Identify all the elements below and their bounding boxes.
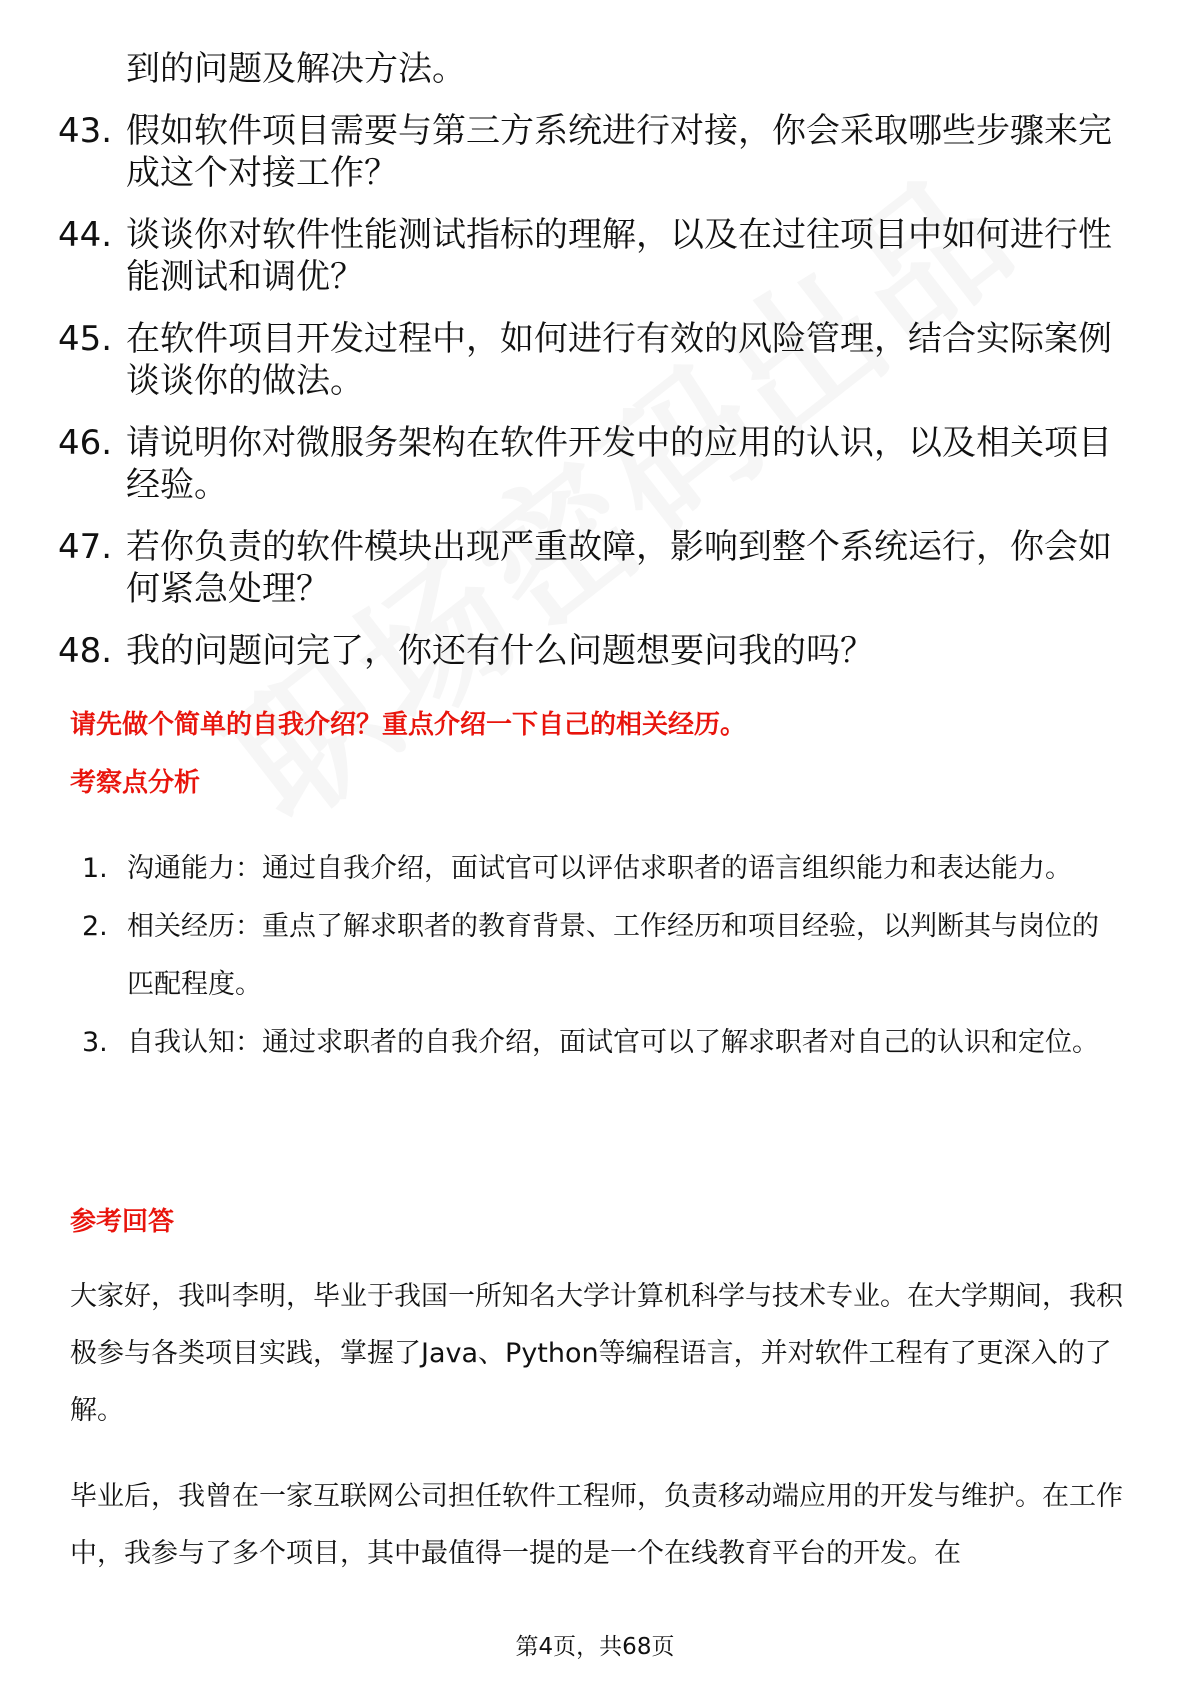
answer-heading: 参考回答 xyxy=(70,1207,175,1237)
question-item xyxy=(58,110,1138,194)
analysis-item xyxy=(82,898,1122,1014)
question-text: 若你负责的软件模块出现严重故障，影响到整个系统运行，你会如何紧急处理？ xyxy=(126,527,1112,609)
analysis-number: 2. xyxy=(82,911,108,942)
analysis-text: 自我认知：通过求职者的自我介绍，面试官可以了解求职者对自己的认识和定位。 xyxy=(127,1027,1099,1058)
question-text: 我的问题问完了，你还有什么问题想要问我的吗？ xyxy=(126,631,874,671)
question-number: 43. xyxy=(58,111,113,151)
answer-paragraph: 毕业后，我曾在一家互联网公司担任软件工程师，负责移动端应用的开发与维护。在工作中，我参与了多个项目，其中最值得一提的是一个在线教育平台的开发。在 xyxy=(70,1481,1123,1569)
analysis-number: 1. xyxy=(82,853,108,884)
answer-paragraph: 大家好，我叫李明，毕业于我国一所知名大学计算机科学与技术专业。在大学期间，我积极参与各类项目实践，掌握了Java、Python等编程语言，并对软件工程有了更深入的了解。 xyxy=(70,1281,1123,1426)
question-text: 在软件项目开发过程中，如何进行有效的风险管理，结合实际案例谈谈你的做法。 xyxy=(126,319,1112,401)
analysis-list xyxy=(82,840,1122,1072)
question-heading: 请先做个简单的自我介绍？重点介绍一下自己的相关经历。 xyxy=(70,710,747,740)
question-number: 48. xyxy=(58,631,113,671)
question-number: 46. xyxy=(58,423,113,463)
analysis-heading: 考察点分析 xyxy=(70,768,201,798)
question-item xyxy=(58,318,1138,402)
analysis-number: 3. xyxy=(82,1027,108,1058)
question-text: 假如软件项目需要与第三方系统进行对接，你会采取哪些步骤来完成这个对接工作？ xyxy=(126,111,1112,193)
question-text: 谈谈你对软件性能测试指标的理解，以及在过往项目中如何进行性能测试和调优？ xyxy=(126,215,1112,297)
question-text: 请说明你对微服务架构在软件开发中的应用的认识，以及相关项目经验。 xyxy=(126,423,1112,505)
question-item xyxy=(58,526,1138,610)
question-continuation: 到的问题及解决方法。 xyxy=(126,49,466,89)
question-number: 44. xyxy=(58,215,113,255)
analysis-item xyxy=(82,840,1122,898)
analysis-text: 相关经历：重点了解求职者的教育背景、工作经历和项目经验，以判断其与岗位的匹配程度。 xyxy=(127,911,1099,1000)
question-item xyxy=(58,422,1138,506)
question-list xyxy=(58,48,1138,672)
question-item xyxy=(58,214,1138,298)
page-number: 第4页，共68页 xyxy=(515,1634,675,1660)
question-item xyxy=(58,630,1138,672)
question-number: 45. xyxy=(58,319,113,359)
analysis-item xyxy=(82,1014,1122,1072)
question-number: 47. xyxy=(58,527,113,567)
analysis-text: 沟通能力：通过自我介绍，面试官可以评估求职者的语言组织能力和表达能力。 xyxy=(127,853,1072,884)
